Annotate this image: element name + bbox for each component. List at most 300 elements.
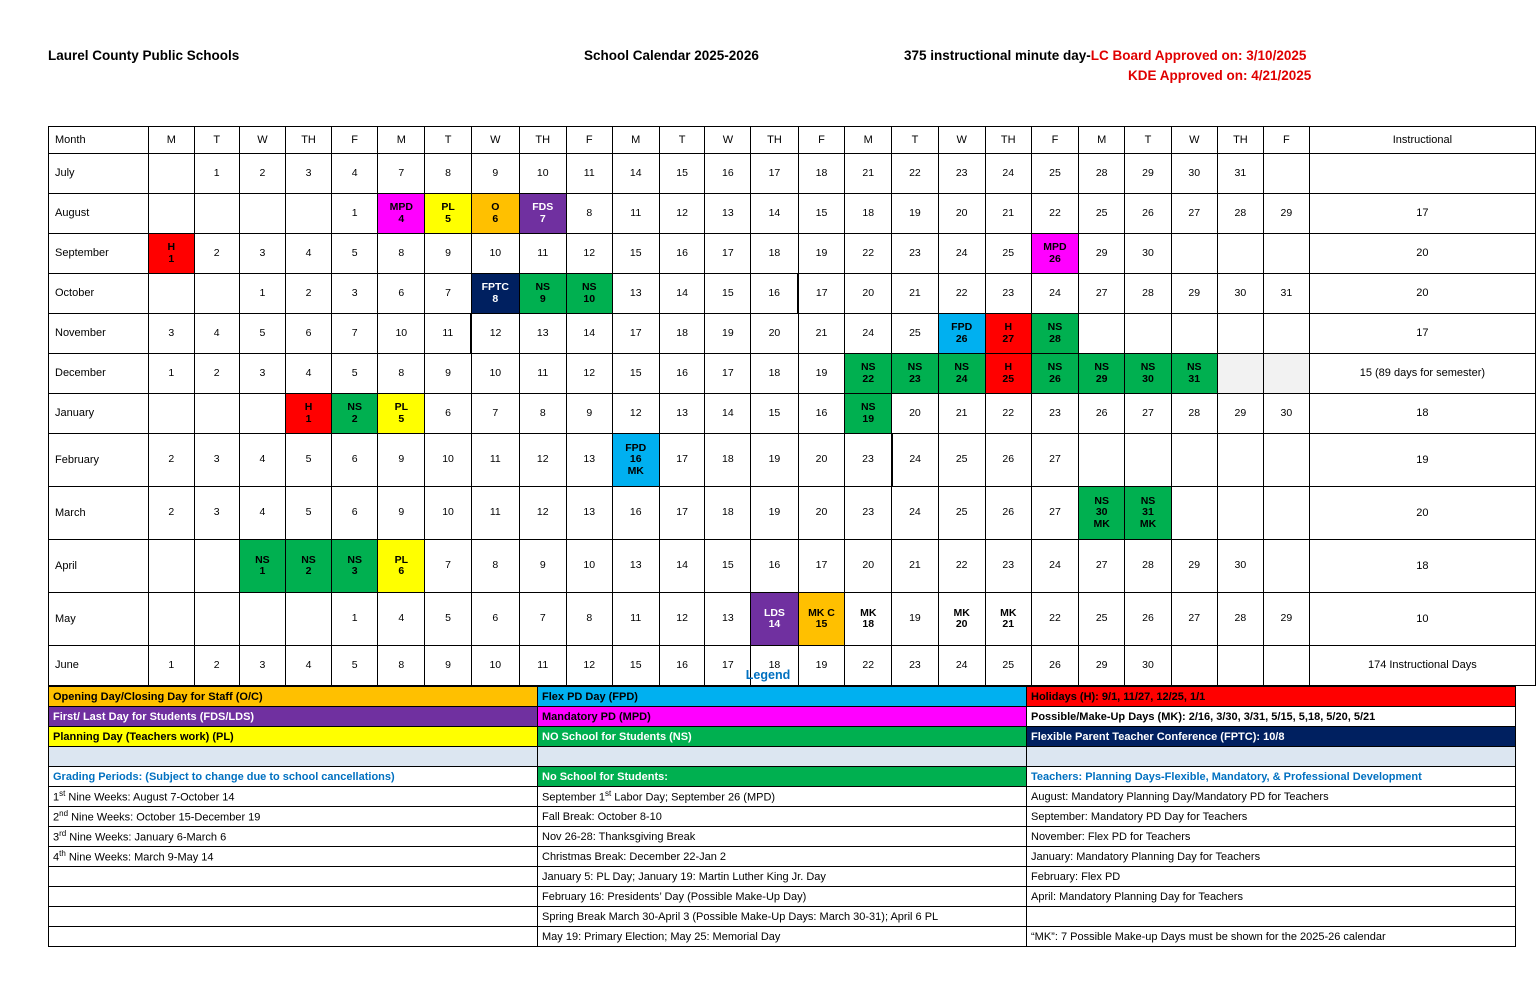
calendar-day-cell[interactable] bbox=[566, 394, 612, 434]
calendar-day-cell[interactable] bbox=[845, 487, 892, 540]
calendar-day-cell[interactable] bbox=[659, 274, 705, 314]
day-cell-content bbox=[1032, 487, 1078, 539]
calendar-day-cell[interactable] bbox=[378, 593, 425, 646]
calendar-day-cell[interactable] bbox=[378, 314, 425, 354]
calendar-day-cell[interactable] bbox=[194, 194, 239, 234]
calendar-day-cell[interactable] bbox=[566, 234, 612, 274]
calendar-day-cell[interactable] bbox=[1217, 540, 1263, 593]
calendar-day-cell[interactable] bbox=[892, 154, 939, 194]
calendar-day-cell[interactable] bbox=[798, 314, 845, 354]
calendar-day-cell[interactable] bbox=[519, 194, 566, 234]
calendar-day-cell[interactable] bbox=[845, 394, 892, 434]
calendar-day-cell[interactable] bbox=[705, 274, 751, 314]
day-cell-content bbox=[332, 314, 377, 353]
calendar-day-cell[interactable] bbox=[149, 487, 195, 540]
calendar-day-cell[interactable] bbox=[938, 434, 985, 487]
calendar-day-cell[interactable] bbox=[149, 354, 195, 394]
calendar-day-cell[interactable] bbox=[845, 434, 892, 487]
legend-key-cell: Planning Day (Teachers work) (PL) bbox=[49, 727, 538, 747]
calendar-day-cell[interactable] bbox=[751, 487, 798, 540]
calendar-day-cell[interactable] bbox=[659, 234, 705, 274]
calendar-day-cell[interactable] bbox=[471, 234, 519, 274]
calendar-day-cell[interactable] bbox=[1217, 194, 1263, 234]
calendar-day-cell[interactable] bbox=[845, 194, 892, 234]
calendar-day-cell[interactable] bbox=[1079, 487, 1125, 540]
calendar-day-cell[interactable] bbox=[845, 274, 892, 314]
calendar-day-cell[interactable] bbox=[149, 434, 195, 487]
calendar-day-cell[interactable] bbox=[798, 394, 845, 434]
calendar-day-cell[interactable] bbox=[1263, 354, 1309, 394]
calendar-day-cell[interactable] bbox=[1125, 154, 1171, 194]
calendar-day-cell[interactable] bbox=[194, 487, 239, 540]
day-cell-content bbox=[425, 434, 470, 486]
calendar-day-cell[interactable] bbox=[285, 540, 331, 593]
calendar-day-cell[interactable] bbox=[612, 593, 659, 646]
calendar-day-cell[interactable] bbox=[798, 274, 845, 314]
calendar-day-cell[interactable] bbox=[332, 354, 378, 394]
calendar-day-cell[interactable] bbox=[1217, 314, 1263, 354]
calendar-day-cell[interactable] bbox=[938, 314, 985, 354]
calendar-day-cell[interactable] bbox=[332, 434, 378, 487]
calendar-day-cell[interactable] bbox=[285, 154, 331, 194]
calendar-day-cell[interactable] bbox=[798, 234, 845, 274]
day-cell-content bbox=[892, 540, 938, 592]
calendar-day-cell[interactable] bbox=[425, 154, 471, 194]
calendar-day-cell[interactable] bbox=[471, 354, 519, 394]
calendar-day-cell[interactable] bbox=[985, 154, 1031, 194]
calendar-day-cell[interactable] bbox=[985, 354, 1031, 394]
calendar-day-cell[interactable] bbox=[239, 434, 285, 487]
calendar-day-cell[interactable] bbox=[1263, 234, 1309, 274]
calendar-day-cell[interactable] bbox=[425, 194, 471, 234]
calendar-day-cell[interactable] bbox=[194, 314, 239, 354]
calendar-day-cell[interactable] bbox=[519, 540, 566, 593]
calendar-day-cell[interactable] bbox=[1031, 234, 1078, 274]
calendar-day-cell[interactable] bbox=[705, 154, 751, 194]
calendar-day-cell[interactable] bbox=[659, 354, 705, 394]
calendar-day-cell[interactable] bbox=[938, 354, 985, 394]
calendar-day-cell[interactable] bbox=[659, 394, 705, 434]
calendar-day-cell[interactable] bbox=[519, 394, 566, 434]
calendar-day-cell[interactable] bbox=[566, 194, 612, 234]
calendar-day-cell[interactable] bbox=[1031, 540, 1078, 593]
calendar-day-cell[interactable] bbox=[659, 314, 705, 354]
calendar-month-row bbox=[49, 154, 1536, 194]
calendar-day-cell[interactable] bbox=[285, 314, 331, 354]
calendar-day-cell[interactable] bbox=[239, 194, 285, 234]
day-cell-content bbox=[1172, 154, 1217, 193]
calendar-day-cell[interactable] bbox=[612, 394, 659, 434]
calendar-day-cell[interactable] bbox=[566, 314, 612, 354]
day-cell-content bbox=[845, 487, 891, 539]
calendar-day-cell[interactable] bbox=[938, 234, 985, 274]
calendar-day-cell[interactable] bbox=[1125, 487, 1171, 540]
calendar-day-cell[interactable] bbox=[1263, 487, 1309, 540]
calendar-day-cell[interactable] bbox=[425, 354, 471, 394]
calendar-day-cell[interactable] bbox=[519, 314, 566, 354]
calendar-day-cell[interactable] bbox=[194, 434, 239, 487]
calendar-day-cell[interactable] bbox=[612, 234, 659, 274]
day-number: 2 bbox=[213, 366, 220, 379]
calendar-day-cell[interactable] bbox=[566, 487, 612, 540]
calendar-day-cell[interactable] bbox=[1171, 274, 1217, 314]
calendar-day-cell[interactable] bbox=[1125, 354, 1171, 394]
calendar-day-cell[interactable] bbox=[751, 274, 798, 314]
day-cell-content bbox=[425, 154, 470, 193]
calendar-day-cell[interactable] bbox=[1125, 194, 1171, 234]
day-cell-content bbox=[567, 354, 612, 393]
month-label: October bbox=[49, 274, 149, 314]
calendar-day-cell[interactable] bbox=[194, 274, 239, 314]
calendar-day-cell[interactable] bbox=[425, 314, 471, 354]
calendar-day-cell[interactable] bbox=[566, 154, 612, 194]
calendar-day-cell[interactable] bbox=[566, 354, 612, 394]
calendar-day-cell[interactable] bbox=[938, 540, 985, 593]
calendar-day-cell[interactable] bbox=[378, 434, 425, 487]
calendar-day-cell[interactable] bbox=[1125, 434, 1171, 487]
calendar-day-cell[interactable] bbox=[705, 354, 751, 394]
calendar-day-cell[interactable] bbox=[892, 434, 939, 487]
calendar-day-cell[interactable] bbox=[149, 593, 195, 646]
calendar-day-cell[interactable] bbox=[378, 540, 425, 593]
calendar-day-cell[interactable] bbox=[845, 540, 892, 593]
calendar-day-cell[interactable] bbox=[892, 194, 939, 234]
calendar-day-cell[interactable] bbox=[239, 314, 285, 354]
calendar-day-cell[interactable] bbox=[1031, 314, 1078, 354]
calendar-day-cell[interactable] bbox=[378, 354, 425, 394]
calendar-day-cell[interactable] bbox=[332, 314, 378, 354]
calendar-day-cell[interactable] bbox=[751, 593, 798, 646]
calendar-day-cell[interactable] bbox=[845, 314, 892, 354]
calendar-day-cell[interactable] bbox=[1079, 234, 1125, 274]
calendar-day-cell[interactable] bbox=[285, 354, 331, 394]
calendar-day-cell[interactable] bbox=[519, 487, 566, 540]
calendar-day-cell[interactable] bbox=[471, 487, 519, 540]
calendar-day-cell[interactable] bbox=[471, 274, 519, 314]
day-number: 29 bbox=[1095, 372, 1108, 385]
calendar-day-cell[interactable] bbox=[378, 154, 425, 194]
calendar-day-cell[interactable] bbox=[1217, 593, 1263, 646]
day-cell-content bbox=[567, 234, 612, 273]
calendar-day-cell[interactable] bbox=[1263, 394, 1309, 434]
day-cell-content bbox=[892, 354, 938, 393]
calendar-day-cell[interactable] bbox=[239, 154, 285, 194]
calendar-day-cell[interactable] bbox=[1217, 234, 1263, 274]
calendar-day-cell[interactable] bbox=[1079, 540, 1125, 593]
calendar-day-cell[interactable] bbox=[751, 154, 798, 194]
calendar-day-cell[interactable] bbox=[285, 234, 331, 274]
calendar-day-cell[interactable] bbox=[378, 274, 425, 314]
calendar-day-cell[interactable] bbox=[1079, 154, 1125, 194]
calendar-day-cell[interactable] bbox=[1079, 354, 1125, 394]
calendar-day-cell[interactable] bbox=[892, 540, 939, 593]
calendar-day-cell[interactable] bbox=[1031, 593, 1078, 646]
calendar-day-cell[interactable] bbox=[1217, 487, 1263, 540]
calendar-day-cell[interactable] bbox=[938, 274, 985, 314]
calendar-day-cell[interactable] bbox=[1125, 234, 1171, 274]
calendar-day-cell[interactable] bbox=[1217, 154, 1263, 194]
calendar-day-cell[interactable] bbox=[705, 487, 751, 540]
calendar-day-cell[interactable] bbox=[1171, 154, 1217, 194]
calendar-day-cell[interactable] bbox=[332, 234, 378, 274]
calendar-day-cell[interactable] bbox=[194, 394, 239, 434]
calendar-day-cell[interactable] bbox=[985, 434, 1031, 487]
calendar-day-cell[interactable] bbox=[1031, 194, 1078, 234]
calendar-day-cell[interactable] bbox=[471, 314, 519, 354]
calendar-day-cell[interactable] bbox=[149, 274, 195, 314]
calendar-day-cell[interactable] bbox=[285, 434, 331, 487]
calendar-day-cell[interactable] bbox=[985, 593, 1031, 646]
calendar-day-cell[interactable] bbox=[845, 154, 892, 194]
calendar-day-cell[interactable] bbox=[612, 314, 659, 354]
calendar-day-cell[interactable] bbox=[194, 154, 239, 194]
grading-period-item bbox=[49, 907, 538, 927]
calendar-day-cell[interactable] bbox=[1171, 593, 1217, 646]
calendar-day-cell[interactable] bbox=[239, 487, 285, 540]
calendar-day-cell[interactable] bbox=[285, 593, 331, 646]
calendar-day-cell[interactable] bbox=[1217, 354, 1263, 394]
calendar-day-cell[interactable] bbox=[149, 234, 195, 274]
calendar-day-cell[interactable] bbox=[751, 194, 798, 234]
calendar-day-cell[interactable] bbox=[566, 434, 612, 487]
calendar-day-cell[interactable] bbox=[938, 154, 985, 194]
day-cell-tag: NS bbox=[1140, 495, 1156, 508]
calendar-day-cell[interactable] bbox=[751, 354, 798, 394]
calendar-day-cell[interactable] bbox=[659, 434, 705, 487]
calendar-day-cell[interactable] bbox=[519, 154, 566, 194]
calendar-day-cell[interactable] bbox=[332, 194, 378, 234]
calendar-day-cell[interactable] bbox=[845, 593, 892, 646]
calendar-day-cell[interactable] bbox=[985, 274, 1031, 314]
calendar-day-cell[interactable] bbox=[1125, 540, 1171, 593]
calendar-day-cell[interactable] bbox=[1171, 314, 1217, 354]
calendar-day-cell[interactable] bbox=[1125, 274, 1171, 314]
calendar-day-cell[interactable] bbox=[1079, 593, 1125, 646]
calendar-day-cell[interactable] bbox=[194, 540, 239, 593]
calendar-day-cell[interactable] bbox=[471, 194, 519, 234]
calendar-day-cell[interactable] bbox=[705, 394, 751, 434]
calendar-day-cell[interactable] bbox=[1217, 434, 1263, 487]
calendar-day-cell[interactable] bbox=[892, 314, 939, 354]
calendar-day-cell[interactable] bbox=[149, 194, 195, 234]
calendar-day-cell[interactable] bbox=[751, 540, 798, 593]
calendar-day-cell[interactable] bbox=[659, 154, 705, 194]
day-cell-content bbox=[425, 354, 470, 393]
calendar-day-cell[interactable] bbox=[425, 394, 471, 434]
calendar-day-cell[interactable] bbox=[378, 394, 425, 434]
calendar-day-cell[interactable] bbox=[239, 540, 285, 593]
calendar-day-cell[interactable] bbox=[1171, 354, 1217, 394]
calendar-day-cell[interactable] bbox=[1031, 154, 1078, 194]
calendar-day-cell[interactable] bbox=[798, 154, 845, 194]
calendar-day-cell[interactable] bbox=[332, 593, 378, 646]
calendar-day-cell[interactable] bbox=[751, 234, 798, 274]
calendar-day-cell[interactable] bbox=[471, 434, 519, 487]
calendar-day-cell[interactable] bbox=[798, 487, 845, 540]
day-cell-content bbox=[799, 487, 845, 539]
calendar-day-cell[interactable] bbox=[1217, 274, 1263, 314]
calendar-day-cell[interactable] bbox=[332, 274, 378, 314]
calendar-day-cell[interactable] bbox=[1079, 274, 1125, 314]
calendar-day-cell[interactable] bbox=[938, 593, 985, 646]
calendar-day-cell[interactable] bbox=[566, 593, 612, 646]
calendar-day-cell[interactable] bbox=[1031, 487, 1078, 540]
calendar-day-cell[interactable] bbox=[149, 394, 195, 434]
calendar-day-cell[interactable] bbox=[239, 394, 285, 434]
calendar-day-cell[interactable] bbox=[378, 487, 425, 540]
calendar-day-cell[interactable] bbox=[845, 354, 892, 394]
day-number: 16 bbox=[676, 246, 688, 259]
day-cell-tag: PL bbox=[394, 553, 408, 566]
calendar-day-cell[interactable] bbox=[332, 540, 378, 593]
calendar-day-cell[interactable] bbox=[892, 234, 939, 274]
calendar-day-cell[interactable] bbox=[985, 314, 1031, 354]
calendar-day-cell[interactable] bbox=[425, 540, 471, 593]
calendar-day-cell[interactable] bbox=[285, 194, 331, 234]
calendar-day-cell[interactable] bbox=[845, 234, 892, 274]
calendar-day-cell[interactable] bbox=[1263, 154, 1309, 194]
calendar-day-cell[interactable] bbox=[194, 234, 239, 274]
calendar-day-cell[interactable] bbox=[285, 487, 331, 540]
calendar-day-cell[interactable] bbox=[519, 434, 566, 487]
calendar-day-cell[interactable] bbox=[1031, 354, 1078, 394]
calendar-day-cell[interactable] bbox=[751, 394, 798, 434]
calendar-day-cell[interactable] bbox=[239, 234, 285, 274]
day-cell-tag: NS bbox=[347, 553, 362, 566]
calendar-day-cell[interactable] bbox=[612, 354, 659, 394]
calendar-day-cell[interactable] bbox=[892, 274, 939, 314]
calendar-day-cell[interactable] bbox=[985, 194, 1031, 234]
calendar-day-cell[interactable] bbox=[519, 593, 566, 646]
calendar-day-cell[interactable] bbox=[798, 354, 845, 394]
calendar-day-cell[interactable] bbox=[659, 487, 705, 540]
calendar-day-cell[interactable] bbox=[1263, 274, 1309, 314]
calendar-day-cell[interactable] bbox=[1171, 194, 1217, 234]
calendar-day-cell[interactable] bbox=[1079, 394, 1125, 434]
calendar-day-cell[interactable] bbox=[705, 540, 751, 593]
calendar-day-cell[interactable] bbox=[471, 593, 519, 646]
calendar-day-cell[interactable] bbox=[519, 274, 566, 314]
day-number: 23 bbox=[862, 506, 875, 519]
calendar-day-cell[interactable] bbox=[892, 593, 939, 646]
calendar-day-cell[interactable] bbox=[149, 314, 195, 354]
calendar-day-cell[interactable] bbox=[519, 234, 566, 274]
calendar-day-cell[interactable] bbox=[798, 434, 845, 487]
calendar-day-cell[interactable] bbox=[892, 394, 939, 434]
calendar-day-cell[interactable] bbox=[1263, 314, 1309, 354]
calendar-day-cell[interactable] bbox=[471, 154, 519, 194]
calendar-day-cell[interactable] bbox=[798, 593, 845, 646]
calendar-day-cell[interactable] bbox=[1171, 540, 1217, 593]
calendar-day-cell[interactable] bbox=[149, 540, 195, 593]
calendar-day-cell[interactable] bbox=[378, 234, 425, 274]
calendar-day-cell[interactable] bbox=[659, 593, 705, 646]
column-header-day: TH bbox=[285, 127, 331, 154]
calendar-day-cell[interactable] bbox=[612, 274, 659, 314]
calendar-day-cell[interactable] bbox=[798, 194, 845, 234]
calendar-day-cell[interactable] bbox=[1263, 540, 1309, 593]
calendar-day-cell[interactable] bbox=[985, 234, 1031, 274]
calendar-day-cell[interactable] bbox=[892, 487, 939, 540]
calendar-day-cell[interactable] bbox=[1171, 434, 1217, 487]
calendar-day-cell[interactable] bbox=[332, 487, 378, 540]
calendar-day-cell[interactable] bbox=[1263, 434, 1309, 487]
calendar-day-cell[interactable] bbox=[1263, 593, 1309, 646]
calendar-day-cell[interactable] bbox=[1125, 593, 1171, 646]
calendar-day-cell[interactable] bbox=[1031, 394, 1078, 434]
calendar-day-cell[interactable] bbox=[1079, 314, 1125, 354]
calendar-day-cell[interactable] bbox=[1263, 194, 1309, 234]
calendar-day-cell[interactable] bbox=[938, 394, 985, 434]
calendar-day-cell[interactable] bbox=[1171, 487, 1217, 540]
calendar-day-cell[interactable] bbox=[798, 540, 845, 593]
calendar-day-cell[interactable] bbox=[1079, 194, 1125, 234]
calendar-day-cell[interactable] bbox=[332, 154, 378, 194]
calendar-day-cell[interactable] bbox=[425, 487, 471, 540]
calendar-day-cell[interactable] bbox=[705, 314, 751, 354]
calendar-day-cell[interactable] bbox=[612, 434, 659, 487]
calendar-day-cell[interactable] bbox=[1125, 314, 1171, 354]
calendar-day-cell[interactable] bbox=[425, 434, 471, 487]
calendar-day-cell[interactable] bbox=[239, 593, 285, 646]
calendar-day-cell[interactable] bbox=[471, 540, 519, 593]
calendar-day-cell[interactable] bbox=[239, 274, 285, 314]
calendar-day-cell[interactable] bbox=[659, 194, 705, 234]
calendar-day-cell[interactable] bbox=[425, 593, 471, 646]
calendar-day-cell[interactable] bbox=[612, 194, 659, 234]
calendar-day-cell[interactable] bbox=[285, 274, 331, 314]
calendar-day-cell[interactable] bbox=[1171, 234, 1217, 274]
calendar-day-cell[interactable] bbox=[1079, 434, 1125, 487]
calendar-day-cell[interactable] bbox=[612, 487, 659, 540]
calendar-day-cell[interactable] bbox=[425, 274, 471, 314]
calendar-day-cell[interactable] bbox=[751, 314, 798, 354]
calendar-day-cell[interactable] bbox=[566, 540, 612, 593]
calendar-day-cell[interactable] bbox=[1125, 394, 1171, 434]
calendar-day-cell[interactable] bbox=[659, 540, 705, 593]
calendar-day-cell[interactable] bbox=[285, 394, 331, 434]
calendar-day-cell[interactable] bbox=[938, 194, 985, 234]
day-number: 25 bbox=[955, 453, 968, 466]
calendar-day-cell[interactable] bbox=[985, 540, 1031, 593]
calendar-day-cell[interactable] bbox=[985, 394, 1031, 434]
calendar-day-cell[interactable] bbox=[425, 234, 471, 274]
calendar-day-cell[interactable] bbox=[1171, 394, 1217, 434]
calendar-day-cell[interactable] bbox=[566, 274, 612, 314]
calendar-day-cell[interactable] bbox=[892, 354, 939, 394]
calendar-day-cell[interactable] bbox=[705, 434, 751, 487]
calendar-day-cell[interactable] bbox=[705, 194, 751, 234]
calendar-day-cell[interactable] bbox=[1031, 274, 1078, 314]
calendar-day-cell[interactable] bbox=[1217, 394, 1263, 434]
calendar-day-cell[interactable] bbox=[612, 154, 659, 194]
calendar-day-cell[interactable] bbox=[705, 593, 751, 646]
calendar-day-cell[interactable] bbox=[519, 354, 566, 394]
calendar-day-cell[interactable] bbox=[149, 154, 195, 194]
calendar-day-cell[interactable] bbox=[1031, 434, 1078, 487]
calendar-day-cell[interactable] bbox=[194, 354, 239, 394]
calendar-day-cell[interactable] bbox=[985, 487, 1031, 540]
calendar-day-cell[interactable] bbox=[612, 540, 659, 593]
calendar-day-cell[interactable] bbox=[332, 394, 378, 434]
calendar-day-cell[interactable] bbox=[378, 194, 425, 234]
calendar-day-cell[interactable] bbox=[751, 434, 798, 487]
calendar-day-cell[interactable] bbox=[471, 394, 519, 434]
calendar-day-cell[interactable] bbox=[194, 593, 239, 646]
calendar-day-cell[interactable] bbox=[705, 234, 751, 274]
calendar-day-cell[interactable] bbox=[938, 487, 985, 540]
calendar-day-cell[interactable] bbox=[239, 354, 285, 394]
